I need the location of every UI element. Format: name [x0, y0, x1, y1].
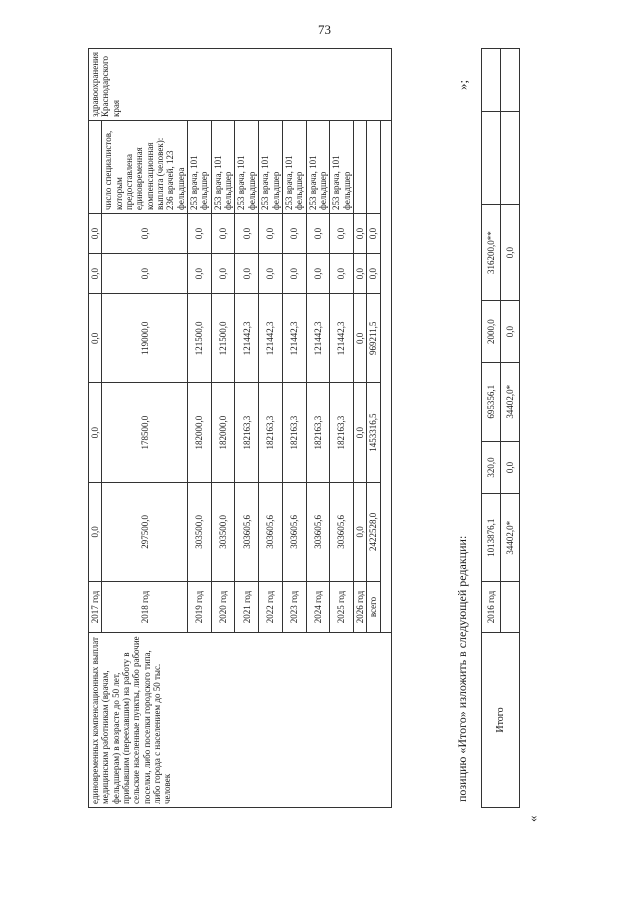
amount-cell: 182163,3	[282, 383, 306, 482]
amount-cell: 0,0	[211, 254, 235, 294]
year-cell: 2022 год	[259, 582, 283, 633]
amount-cell: 0,0	[89, 482, 102, 581]
empty-cell	[482, 49, 501, 112]
amount-cell: 0,0	[501, 205, 520, 301]
amount-cell: 0,0	[501, 441, 520, 494]
amount-cell: 1013876,1	[482, 494, 501, 582]
amount-cell: 121442,3	[330, 294, 354, 383]
program-table	[88, 48, 392, 808]
amount-cell: 0,0	[188, 214, 212, 254]
amount-cell: 34402,0*	[501, 494, 520, 582]
amount-cell: 303605,6	[282, 482, 306, 581]
year-cell: 2019 год	[188, 582, 212, 633]
amount-cell: 1453316,5	[367, 383, 380, 482]
amount-cell: 0,0	[211, 214, 235, 254]
amount-cell: 0,0	[306, 254, 330, 294]
amount-cell: 0,0	[102, 254, 188, 294]
amount-cell: 121500,0	[188, 294, 212, 383]
amount-cell: 695356,1	[482, 362, 501, 441]
amount-cell: 121442,3	[235, 294, 259, 383]
amount-cell: 303605,6	[306, 482, 330, 581]
amount-cell: 182000,0	[188, 383, 212, 482]
amount-cell: 0,0	[353, 254, 366, 294]
result-note: число специалистов, которым предоставлена единовременная компенсационная выплата (человек): 236 врачей, 123 фельдшера	[102, 121, 188, 214]
empty-cell	[380, 121, 391, 633]
year-cell: 2020 год	[211, 582, 235, 633]
amount-cell: 182163,3	[330, 383, 354, 482]
amount-cell: 121442,3	[259, 294, 283, 383]
amount-cell: 303500,0	[211, 482, 235, 581]
amount-cell: 0,0	[235, 214, 259, 254]
amount-cell: 2422528,0	[367, 482, 380, 581]
rotated-content	[88, 48, 558, 822]
amount-cell: 0,0	[282, 214, 306, 254]
year-cell: 2023 год	[282, 582, 306, 633]
year-cell: 2026 год	[353, 582, 366, 633]
year-cell: 2016 год	[482, 582, 501, 633]
amount-cell: 121442,3	[282, 294, 306, 383]
amount-cell: 316200,0**	[482, 205, 501, 301]
amount-cell: 0,0	[102, 214, 188, 254]
empty-cell	[482, 112, 501, 205]
result-note: 253 врача, 101 фельдшер	[235, 121, 259, 214]
result-note: 253 врача, 101 фельдшер	[211, 121, 235, 214]
total-table	[481, 48, 520, 808]
amount-cell: 0,0	[353, 383, 366, 482]
amount-cell: 0,0	[282, 254, 306, 294]
empty-cell	[501, 112, 520, 205]
amount-cell: 121500,0	[211, 294, 235, 383]
amount-cell: 0,0	[367, 254, 380, 294]
amount-cell: 0,0	[501, 301, 520, 362]
amount-cell: 0,0	[330, 214, 354, 254]
amount-cell: 0,0	[188, 254, 212, 294]
amount-cell: 0,0	[89, 214, 102, 254]
amount-cell: 0,0	[89, 383, 102, 482]
year-cell	[501, 582, 520, 633]
year-cell: 2024 год	[306, 582, 330, 633]
amount-cell: 182163,3	[235, 383, 259, 482]
amount-cell: 178500,0	[102, 383, 188, 482]
result-note: 253 врача, 101 фельдшер	[282, 121, 306, 214]
year-cell: всего	[367, 582, 380, 633]
result-note	[89, 121, 102, 214]
amount-cell: 0,0	[353, 294, 366, 383]
amount-cell: 0,0	[330, 254, 354, 294]
result-note: 253 врача, 101 фельдшер	[330, 121, 354, 214]
amount-cell: 0,0	[306, 214, 330, 254]
amount-cell: 0,0	[259, 214, 283, 254]
year-cell: 2025 год	[330, 582, 354, 633]
executor-cell: здравоохранения Краснодарского края	[89, 49, 392, 121]
amount-cell: 303605,6	[235, 482, 259, 581]
amount-cell: 0,0	[89, 294, 102, 383]
amount-cell: 0,0	[367, 214, 380, 254]
amount-cell: 119000,0	[102, 294, 188, 383]
amount-cell: 0,0	[353, 482, 366, 581]
measure-description: единовременных компенсационных выплат медицинским работникам (врачам, фельдшерам) в возрасте до 50 лет, прибывшим (переехавшим) на работу в сельские населенные пункты, либо рабочие поселки, либо поселки городского типа, либо города с населением до 50 тыс. человек	[89, 633, 392, 808]
year-cell: 2021 год	[235, 582, 259, 633]
amount-cell: 0,0	[259, 254, 283, 294]
opening-quote: «	[525, 815, 540, 822]
result-note: 253 врача, 101 фельдшер	[306, 121, 330, 214]
amount-cell: 2000,0	[482, 301, 501, 362]
amount-cell: 303500,0	[188, 482, 212, 581]
amount-cell: 182000,0	[211, 383, 235, 482]
result-note: 253 врача, 101 фельдшер	[188, 121, 212, 214]
total-label: Итого	[482, 633, 520, 808]
amount-cell: 0,0	[89, 254, 102, 294]
amount-cell: 297500,0	[102, 482, 188, 581]
amount-cell: 969211,5	[367, 294, 380, 383]
amount-cell: 303605,6	[330, 482, 354, 581]
year-cell: 2018 год	[102, 582, 188, 633]
amount-cell: 182163,3	[306, 383, 330, 482]
result-note: 253 врача, 101 фельдшер	[259, 121, 283, 214]
amount-cell: 34402,0*	[501, 362, 520, 441]
year-cell: 2017 год	[89, 582, 102, 633]
amount-cell: 0,0	[235, 254, 259, 294]
amount-cell: 0,0	[353, 214, 366, 254]
table-row	[89, 49, 102, 808]
result-note	[367, 121, 380, 214]
amount-cell: 303605,6	[259, 482, 283, 581]
result-note	[353, 121, 366, 214]
amount-cell: 121442,3	[306, 294, 330, 383]
closing-quote: »;	[455, 79, 470, 90]
empty-cell	[501, 49, 520, 112]
instruction-text: позицию «Итого» изложить в следующей редакции:	[455, 535, 469, 802]
amount-cell: 182163,3	[259, 383, 283, 482]
page-number: 73	[318, 22, 331, 37]
amount-cell: 320,0	[482, 441, 501, 494]
table-row	[482, 49, 501, 808]
